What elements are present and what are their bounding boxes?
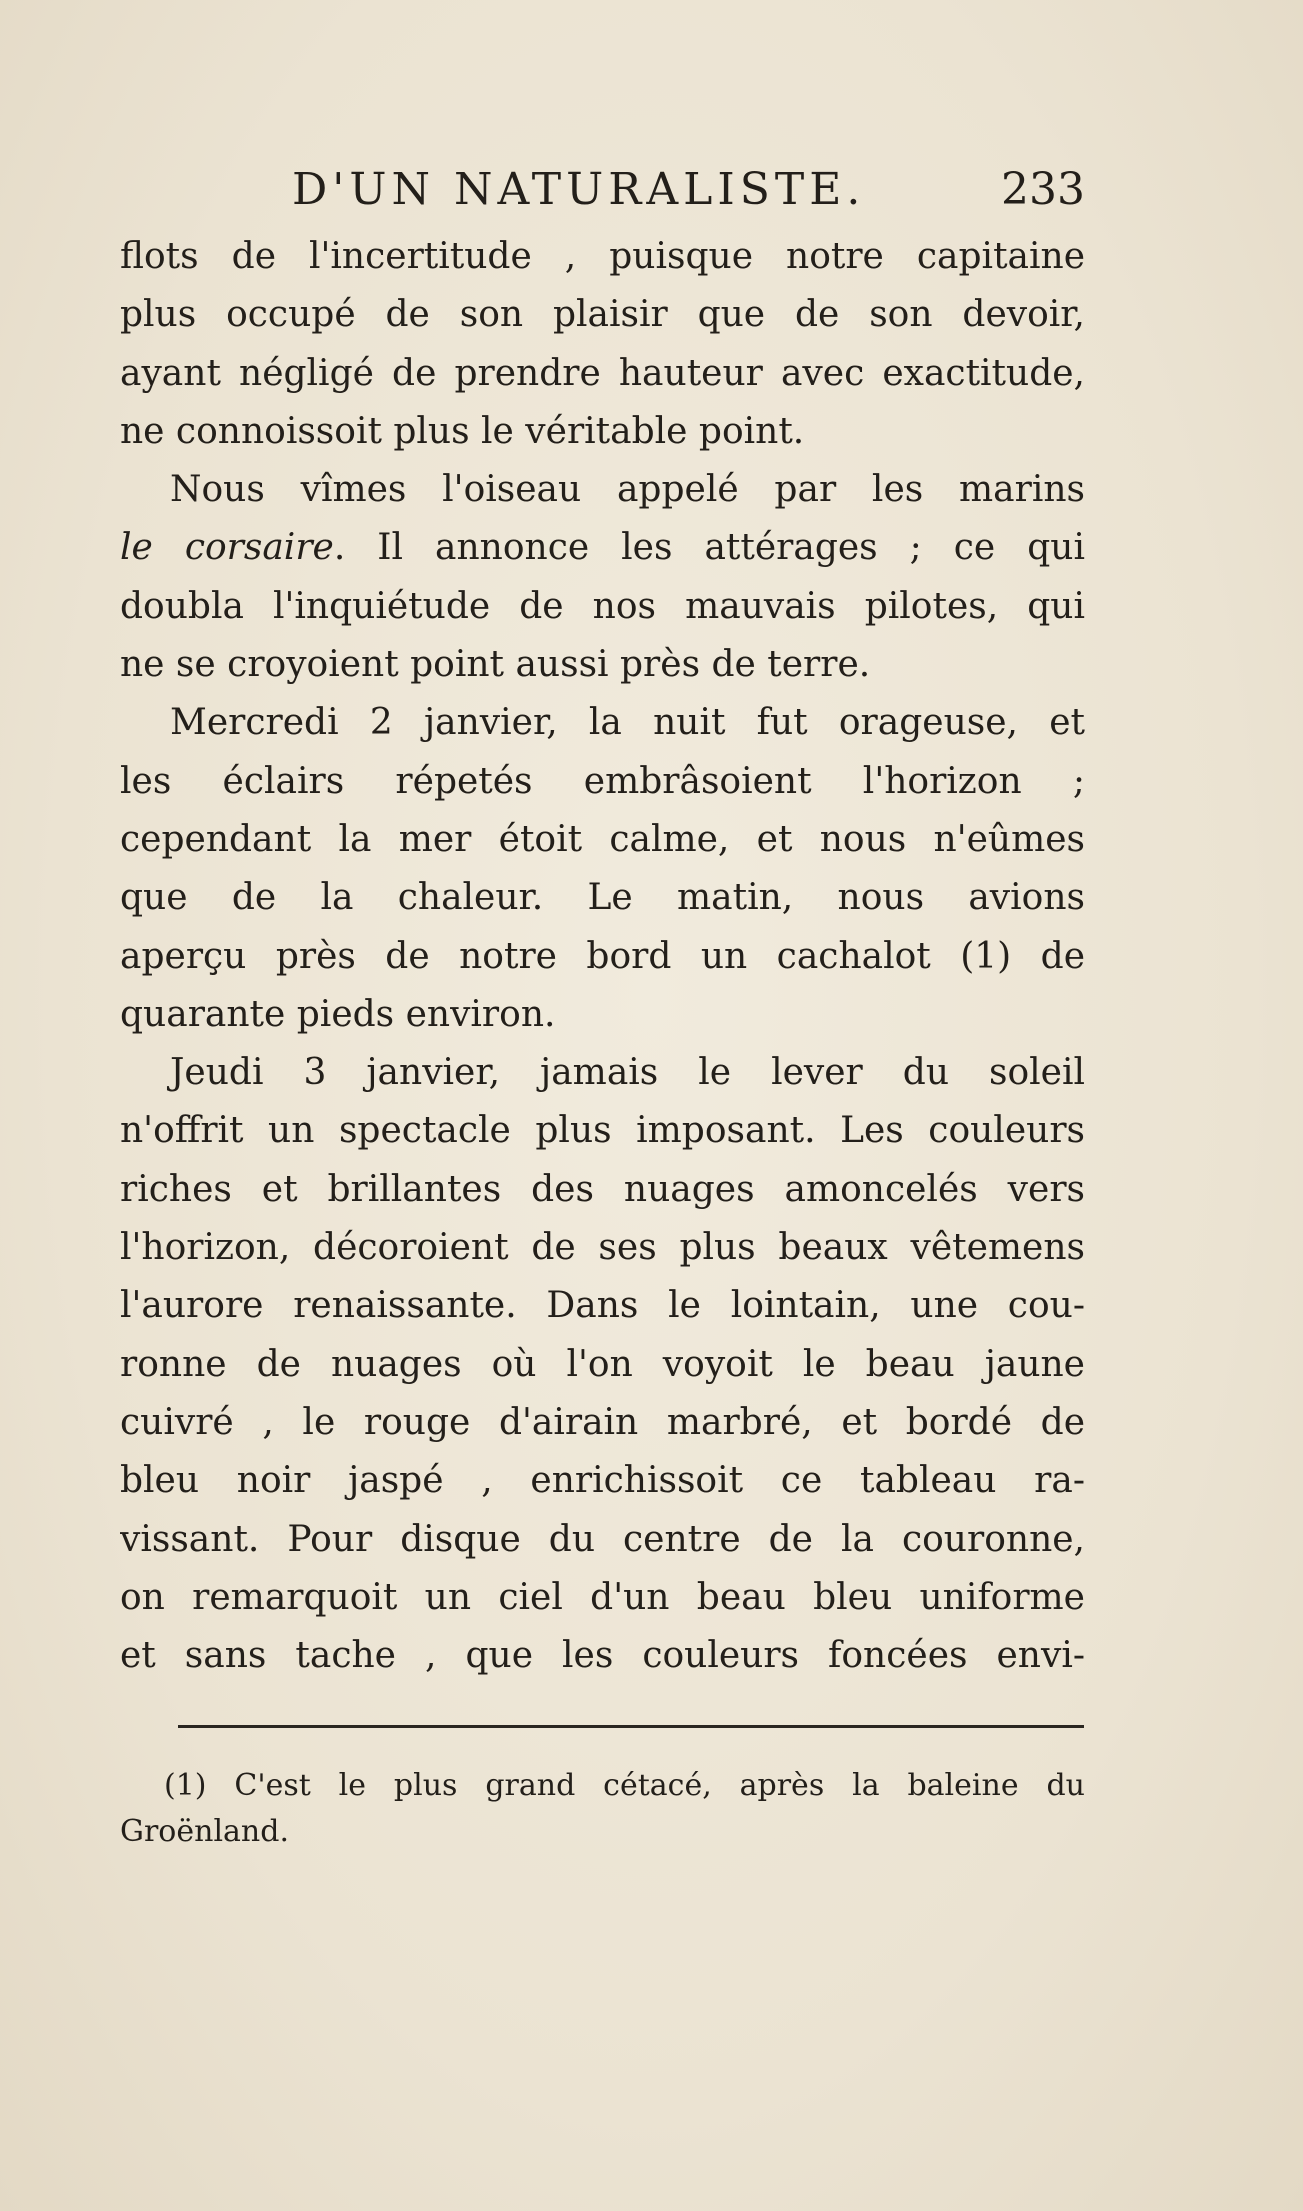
footnote <box>120 1763 1085 1855</box>
text-line: bleu noir jaspé , enrichissoit ce tableau ra- <box>120 1460 1085 1502</box>
text-line: cependant la mer étoit calme, et nous n'eûmes <box>120 818 1085 860</box>
page-number: 233 <box>1001 164 1085 215</box>
text-line: que de la chaleur. Le matin, nous avions <box>120 877 1085 919</box>
italic-phrase: le corsaire <box>120 527 334 569</box>
text-line: ne connoissoit plus le véritable point. <box>120 410 805 452</box>
text-line-with-italic <box>120 519 1085 577</box>
text-line: ronne de nuages où l'on voyoit le beau jaune <box>120 1343 1085 1385</box>
text-line: on remarquoit un ciel d'un beau bleu uniforme <box>120 1576 1085 1618</box>
text-line: l'horizon, décoroient de ses plus beaux vêtemens <box>120 1227 1085 1269</box>
page-header <box>120 160 1085 220</box>
text-line: Mercredi 2 janvier, la nuit fut orageuse, et <box>170 702 1085 744</box>
footnote-line: Groënland. <box>120 1814 289 1849</box>
text-line: n'offrit un spectacle plus imposant. Les couleurs <box>120 1110 1085 1152</box>
text-line: flots de l'incertitude , puisque notre capitaine <box>120 236 1085 277</box>
text-line: plus occupé de son plaisir que de son devoir, <box>120 294 1085 336</box>
text-line: aperçu près de notre bord un cachalot (1) de <box>120 935 1085 977</box>
text-line: vissant. Pour disque du centre de la couronne, <box>120 1518 1085 1560</box>
running-title: D'UN NATURALISTE. <box>292 164 866 215</box>
text-line: et sans tache , que les couleurs foncées envi- <box>120 1635 1085 1677</box>
text-line: Jeudi 3 janvier, jamais le lever du soleil <box>170 1052 1085 1094</box>
text-line: cuivré , le rouge d'airain marbré, et bordé de <box>120 1401 1085 1443</box>
text-line: doubla l'inquiétude de nos mauvais pilotes, qui <box>120 585 1085 627</box>
text-line: l'aurore renaissante. Dans le lointain, une cou- <box>120 1285 1085 1327</box>
footnote-line: (1) C'est le plus grand cétacé, après la baleine du <box>164 1768 1085 1803</box>
text-line: Nous vîmes l'oiseau appelé par les marins <box>170 469 1085 511</box>
text-line-rest: . Il annonce les attérages ; ce qui <box>333 527 1085 569</box>
text-line: riches et brillantes des nuages amoncelés vers <box>120 1168 1085 1210</box>
text-line: quarante pieds environ. <box>120 993 556 1035</box>
footnote-divider <box>178 1725 1084 1728</box>
text-line: les éclairs répetés embrâsoient l'horizon ; <box>120 760 1085 802</box>
text-line: ayant négligé de prendre hauteur avec exactitude, <box>120 352 1085 394</box>
text-line: ne se croyoient point aussi près de terre. <box>120 644 871 686</box>
body-text <box>120 228 1085 1685</box>
